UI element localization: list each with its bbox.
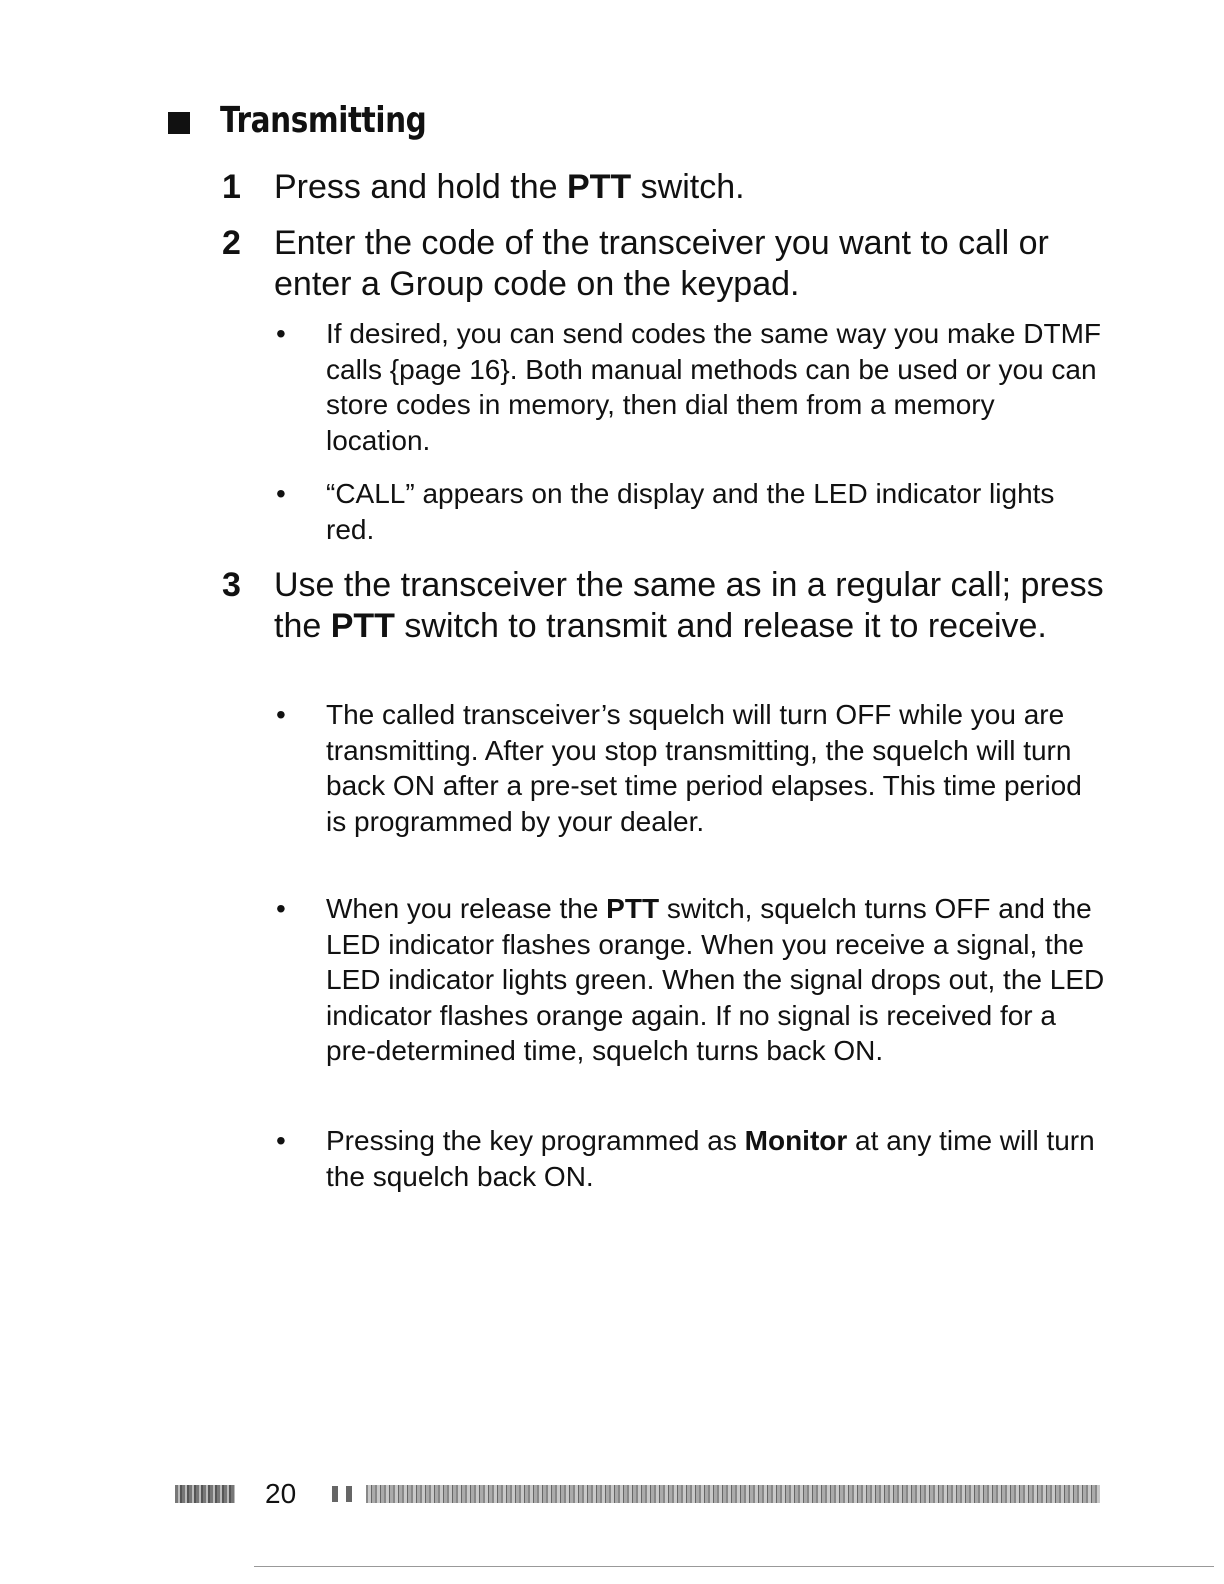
ptt-bold: PTT bbox=[566, 168, 632, 206]
step-text bbox=[274, 565, 1122, 647]
ptt-bold: PTT bbox=[330, 607, 395, 645]
bullet-item bbox=[276, 891, 1106, 1069]
bullet-item bbox=[276, 697, 1106, 839]
heading-square-marker bbox=[168, 112, 190, 134]
step-text-part: Press and hold the bbox=[274, 168, 567, 206]
bullet-text bbox=[326, 891, 1106, 1069]
section-heading bbox=[168, 100, 472, 141]
bullet-item bbox=[276, 316, 1106, 458]
monitor-bold: Monitor bbox=[744, 1125, 848, 1156]
bullet-text: The called transceiver’s squelch will turn OFF while you are transmitting. After you stop transmitting, the squelch will turn back ON after a pre-set time period elapses. This time period is programmed by your dealer. bbox=[326, 699, 1082, 837]
footer-tick bbox=[332, 1486, 338, 1502]
bullet-text: “CALL” appears on the display and the LED indicator lights red. bbox=[326, 478, 1055, 545]
bullet-dot: • bbox=[276, 478, 286, 509]
footer-ticks bbox=[332, 1486, 352, 1502]
bullet-dot: • bbox=[276, 699, 286, 730]
bullet-text-part: Pressing the key programmed as bbox=[326, 1125, 745, 1156]
step-3 bbox=[222, 565, 1122, 647]
page-number: 20 bbox=[265, 1478, 297, 1509]
bullet-text bbox=[326, 1123, 1106, 1194]
step-1 bbox=[222, 167, 1122, 208]
bullet-dot: • bbox=[276, 318, 286, 349]
step-text bbox=[274, 167, 1122, 208]
page-footer bbox=[175, 1472, 1100, 1516]
footer-decorative-bar bbox=[175, 1485, 235, 1503]
bullet-text: If desired, you can send codes the same way you make DTMF calls {page 16}. Both manual methods can be used or you can store codes in memory, then dial them from a memory location. bbox=[326, 318, 1102, 456]
bullet-dot: • bbox=[276, 893, 286, 924]
bullet-dot: • bbox=[276, 1125, 286, 1156]
step-number: 3 bbox=[222, 566, 241, 604]
footer-decorative-bar bbox=[366, 1485, 1100, 1503]
footer-tick bbox=[346, 1486, 352, 1502]
ptt-bold: PTT bbox=[606, 893, 660, 924]
step-text-part: switch to transmit and release it to receive. bbox=[394, 607, 1047, 645]
step-text-part: Use the transceiver the same as in a regular call; press the bbox=[274, 566, 1104, 645]
bottom-rule bbox=[254, 1566, 1214, 1567]
bullet-text-part: at any time will turn the squelch back ON. bbox=[326, 1125, 1095, 1192]
step-number: 2 bbox=[222, 224, 241, 262]
bullet-text-part: switch, squelch turns OFF and the LED indicator flashes orange. When you receive a signal, the LED indicator lights green. When the signal drops out, the LED indicator flashes orange again. If no signal is received for a pre-determined time, squelch turns back ON. bbox=[326, 893, 1105, 1066]
step-2 bbox=[222, 223, 1122, 305]
bullet-item bbox=[276, 476, 1106, 547]
heading-title: Transmitting bbox=[220, 100, 427, 141]
bullet-item bbox=[276, 1123, 1106, 1194]
step-number: 1 bbox=[222, 168, 241, 206]
bullet-text-part: When you release the bbox=[326, 893, 607, 924]
step-text: Enter the code of the transceiver you want to call or enter a Group code on the keypad. bbox=[274, 224, 1049, 303]
step-text-part: switch. bbox=[631, 168, 745, 206]
